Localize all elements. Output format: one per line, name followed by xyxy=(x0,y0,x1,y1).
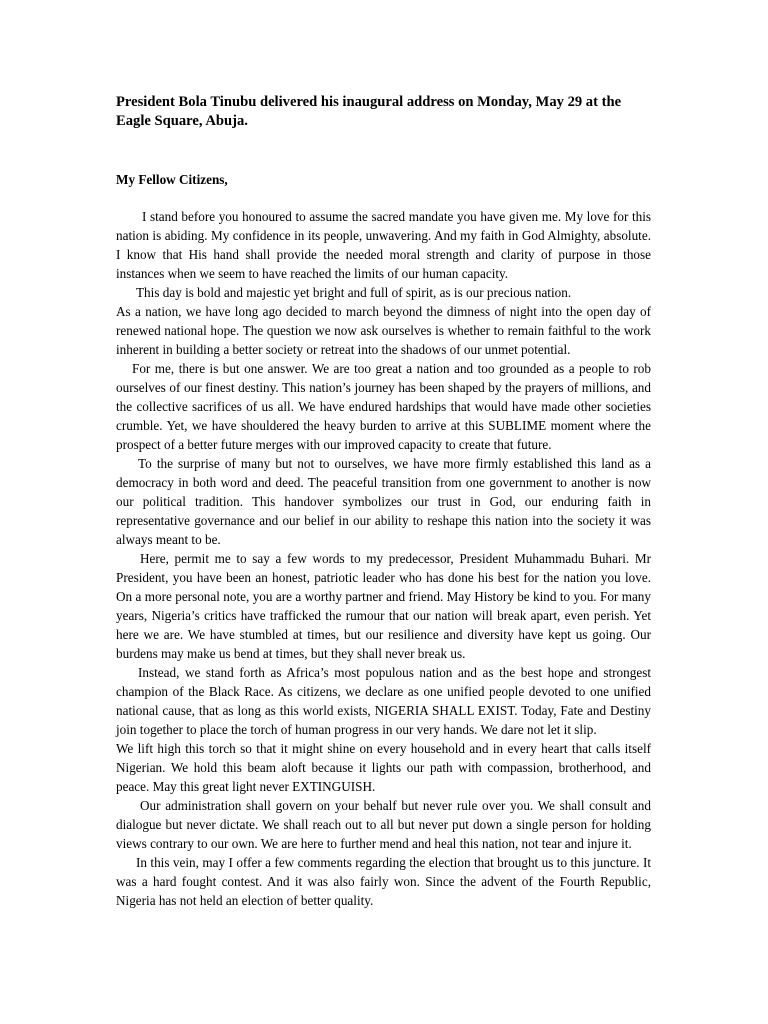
paragraph: Here, permit me to say a few words to my predecessor, President Muhammadu Buhari. Mr President, you have been an honest, patriotic leader who has done his best for the nation you love. On a more personal note, you are a worthy partner and friend. May History be kind to you. For many years, Nigeria’s critics have trafficked the rumour that our nation will break apart, even perish. Yet here we are. We have stumbled at times, but our resilience and diversity have kept us going. Our burdens may make us bend at times, but they shall never break us. xyxy=(116,551,651,661)
paragraph: This day is bold and majestic yet bright and full of spirit, as is our precious nation. xyxy=(136,285,572,300)
paragraph: In this vein, may I offer a few comments regarding the election that brought us to this juncture. It was a hard fought contest. And it was also fairly won. Since the advent of the Fourth Republic, Nigeria has not held an election of better quality. xyxy=(116,855,651,908)
document-title: President Bola Tinubu delivered his inaugural address on Monday, May 29 at the Eagle Square, Abuja. xyxy=(116,94,622,129)
paragraph: To the surprise of many but not to ourselves, we have more firmly established this land as a democracy in both word and deed. The peaceful transition from one government to another is now our political tradition. This handover symbolizes our trust in God, our enduring faith in representative governance and our belief in our ability to reshape this nation into the society it was always meant to be. xyxy=(116,456,651,547)
paragraph: As a nation, we have long ago decided to march beyond the dimness of night into the open day of renewed national hope. The question we now ask ourselves is whether to remain faithful to the work inherent in building a better society or retreat into the shadows of our unmet potential. xyxy=(116,304,651,357)
paragraph: For me, there is but one answer. We are too great a nation and too grounded as a people to rob ourselves of our finest destiny. This nation’s journey has been shaped by the prayers of millions, and the collective sacrifices of us all. We have endured hardships that would have made other societies crumble. Yet, we have shouldered the heavy burden to arrive at this SUBLIME moment where the prospect of a better future merges with our improved capacity to create that future. xyxy=(116,361,651,452)
paragraph: Our administration shall govern on your behalf but never rule over you. We shall consult and dialogue but never dictate. We shall reach out to all but never put down a single person for holding views contrary to our own. We are here to further mend and heal this nation, not tear and injure it. xyxy=(116,798,651,851)
paragraph: We lift high this torch so that it might shine on every household and in every heart that calls itself Nigerian. We hold this beam aloft because it lights our path with compassion, brotherhood, and peace. May this great light never EXTINGUISH. xyxy=(116,741,651,794)
salutation: My Fellow Citizens, xyxy=(116,172,228,187)
paragraph: Instead, we stand forth as Africa’s most populous nation and as the best hope and strongest champion of the Black Race. As citizens, we declare as one unified people devoted to one unified national cause, that as long as this world exists, NIGERIA SHALL EXIST. Today, Fate and Destiny join together to place the torch of human progress in our very hands. We dare not let it slip. xyxy=(116,665,651,737)
paragraph: I stand before you honoured to assume the sacred mandate you have given me. My love for this nation is abiding. My confidence in its people, unwavering. And my faith in God Almighty, absolute. I know that His hand shall provide the needed moral strength and clarity of purpose in those instances when we seem to have reached the limits of our human capacity. xyxy=(116,209,651,281)
document-body xyxy=(116,93,651,908)
speech-text xyxy=(116,207,651,910)
